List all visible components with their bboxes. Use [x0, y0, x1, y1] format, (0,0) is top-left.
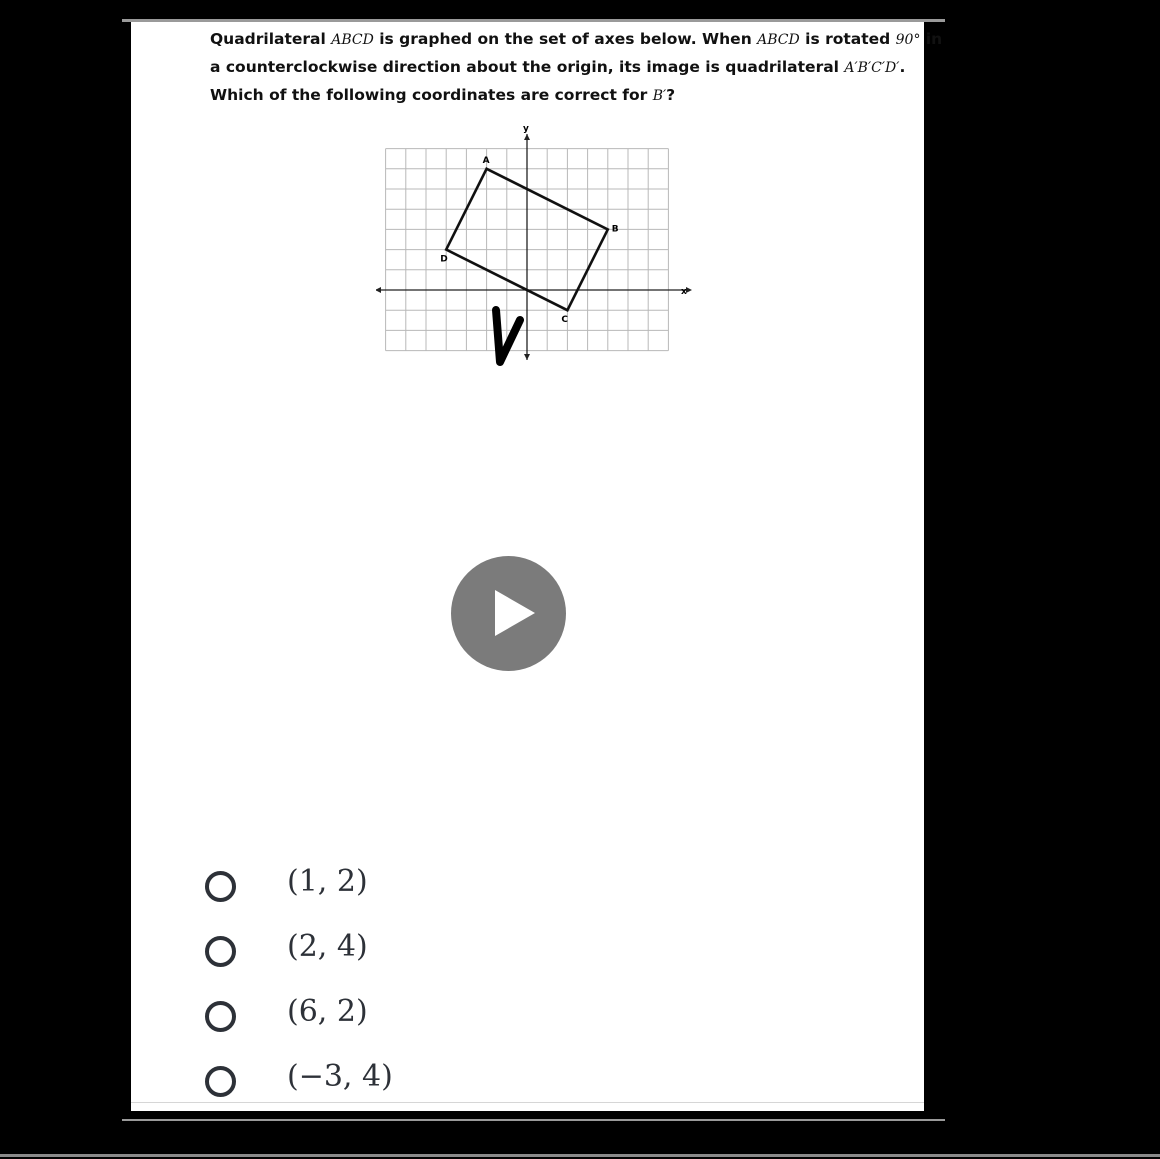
coordinate-graph	[376, 120, 696, 370]
answer-label: (1, 2)	[287, 864, 368, 899]
answer-option-3[interactable]	[203, 994, 603, 1063]
vertex-label-b: B	[611, 224, 619, 235]
vertex-label-d: D	[440, 254, 448, 265]
answer-label: (2, 4)	[287, 929, 368, 964]
answer-label: (−3, 4)	[287, 1059, 393, 1094]
math-abcd: ABCD	[331, 32, 374, 48]
question-text-fragment: ?	[666, 86, 676, 104]
answer-option-2[interactable]	[203, 929, 603, 998]
math-angle: 90°	[895, 32, 921, 48]
bottom-divider	[122, 1119, 945, 1121]
y-axis-arrow-down	[524, 354, 530, 360]
question-text-fragment: Quadrilateral	[210, 30, 332, 48]
radio-button[interactable]	[205, 936, 236, 967]
question-text-fragment: Which of the following coordinates are correct for	[210, 86, 653, 104]
math-b-prime: B′	[652, 88, 667, 104]
question-text-fragment: .	[899, 58, 906, 76]
vertex-label-a: A	[482, 155, 490, 166]
handwritten-checkmark	[496, 310, 520, 362]
question-text-fragment: in	[920, 30, 943, 48]
page-bottom-edge	[131, 1102, 924, 1103]
window-bottom-edge	[0, 1154, 1160, 1157]
video-play-button[interactable]	[451, 556, 566, 671]
question-text-fragment: is rotated	[799, 30, 896, 48]
answer-option-1[interactable]	[203, 864, 603, 933]
question-text-fragment: a counterclockwise direction about the origin, its image is quadrilateral	[210, 58, 845, 76]
answer-options	[203, 864, 603, 1128]
radio-button[interactable]	[205, 1001, 236, 1032]
math-image-quad: A′B′C′D′	[844, 60, 900, 76]
radio-button[interactable]	[205, 871, 236, 902]
answer-label: (6, 2)	[287, 994, 368, 1029]
question-text	[210, 26, 943, 110]
play-icon	[495, 590, 535, 636]
question-line-2	[210, 54, 910, 82]
y-axis-arrow-up	[524, 134, 530, 140]
x-axis-arrow-right	[686, 287, 692, 293]
y-axis-label: y	[523, 124, 529, 134]
radio-button[interactable]	[205, 1066, 236, 1097]
question-page	[131, 22, 943, 1111]
math-abcd: ABCD	[757, 32, 800, 48]
vertex-label-c: C	[561, 315, 569, 326]
x-axis-arrow-left	[376, 287, 381, 293]
x-axis-label: x	[681, 287, 687, 297]
question-line-3	[210, 82, 910, 110]
question-line-1	[210, 26, 943, 54]
question-text-fragment: is graphed on the set of axes below. When	[373, 30, 758, 48]
